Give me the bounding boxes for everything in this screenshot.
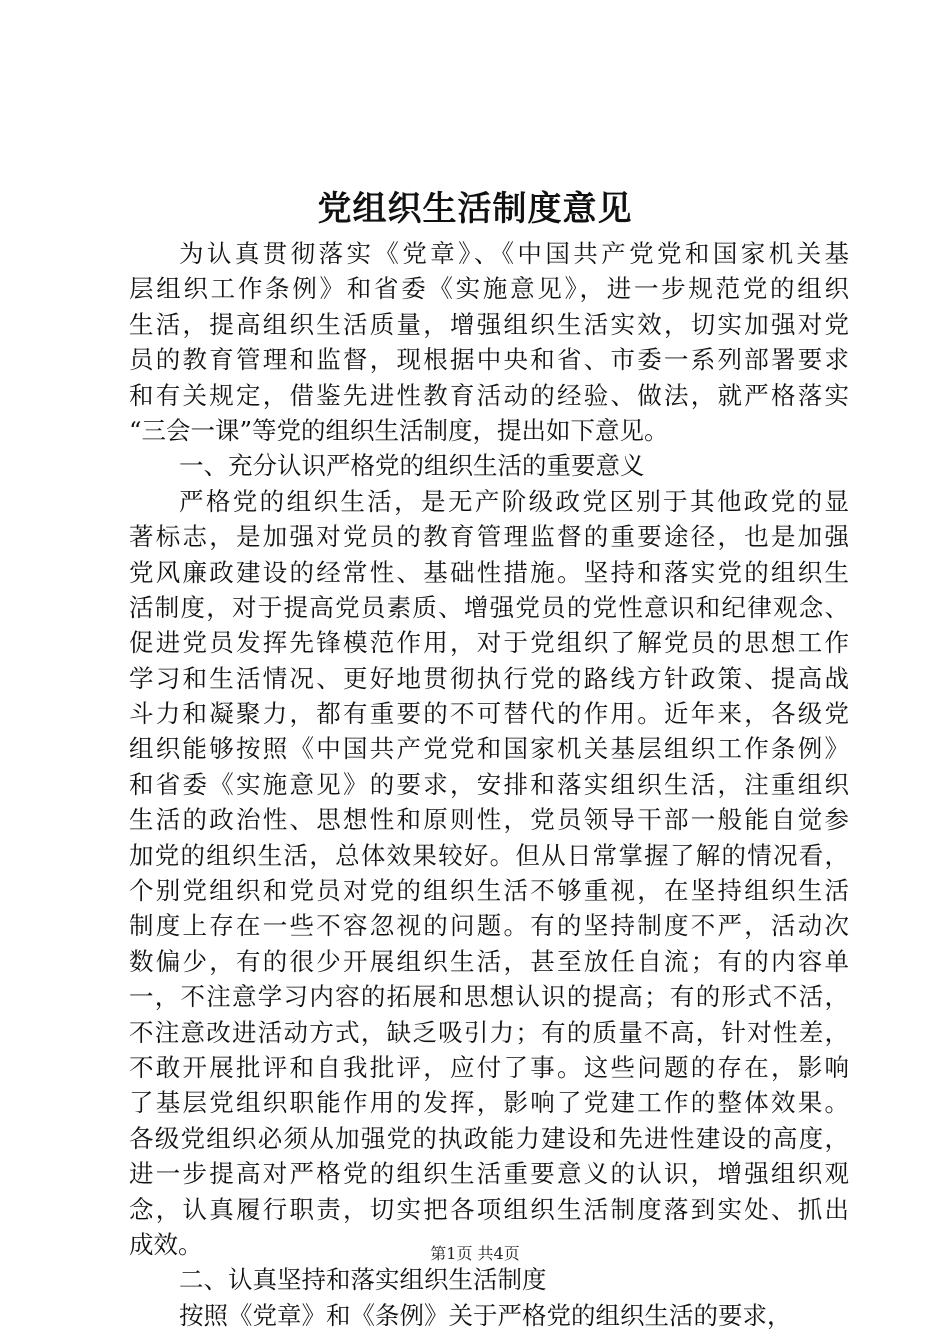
- document-body: [129, 236, 849, 1333]
- text-line: 一，不注意学习内容的拓展和思想认识的提高；有的形式不活，: [129, 982, 849, 1012]
- section-heading: 一、充分认识严格党的组织生活的重要意义: [179, 451, 645, 481]
- text-line: 严格党的组织生活，是无产阶级政党区别于其他政党的显: [179, 486, 849, 516]
- text-line: 为认真贯彻落实《党章》、《中国共产党党和国家机关基: [179, 239, 849, 268]
- text-line: 加党的组织生活，总体效果较好。但从日常掌握了解的情况看，: [129, 840, 849, 870]
- text-line: 员的教育管理和监督，现根据中央和省、市委一系列部署要求: [129, 345, 849, 375]
- text-line: 层组织工作条例》和省委《实施意见》，进一步规范党的组织: [129, 274, 849, 304]
- text-line: “三会一课”等党的组织生活制度，提出如下意见。: [129, 415, 669, 445]
- text-line: 不注意改进活动方式，缺乏吸引力；有的质量不高，针对性差，: [129, 1017, 849, 1047]
- text-line: 活制度，对于提高党员素质、增强党员的党性意识和纪律观念、: [129, 592, 849, 622]
- text-line: 和有关规定，借鉴先进性教育活动的经验、做法，就严格落实: [129, 380, 849, 410]
- text-line: 和省委《实施意见》的要求，安排和落实组织生活，注重组织: [129, 769, 849, 799]
- text-line: 生活，提高组织生活质量，增强组织生活实效，切实加强对党: [129, 309, 849, 339]
- document-title: 党组织生活制度意见: [317, 189, 633, 229]
- text-line: 斗力和凝聚力，都有重要的不可替代的作用。近年来，各级党: [129, 699, 849, 729]
- text-line: 个别党组织和党员对党的组织生活不够重视，在坚持组织生活: [129, 876, 849, 906]
- text-line: 了基层党组织职能作用的发挥，影响了党建工作的整体效果。: [129, 1088, 849, 1118]
- text-line: 成效。: [129, 1229, 203, 1259]
- text-line: 组织能够按照《中国共产党党和国家机关基层组织工作条例》: [129, 734, 849, 764]
- text-line: 党风廉政建设的经常性、基础性措施。坚持和落实党的组织生: [129, 557, 849, 587]
- text-line: 生活的政治性、思想性和原则性，党员领导干部一般能自觉参: [129, 805, 849, 835]
- text-line: 学习和生活情况、更好地贯彻执行党的路线方针政策、提高战: [129, 663, 849, 693]
- text-line: 促进党员发挥先锋模范作用，对于党组织了解党员的思想工作: [129, 628, 849, 658]
- text-line: 念，认真履行职责，切实把各项组织生活制度落到实处、抓出: [129, 1194, 849, 1224]
- text-line: 制度上存在一些不容忽视的问题。有的坚持制度不严，活动次: [129, 911, 849, 941]
- text-line: 不敢开展批评和自我批评，应付了事。这些问题的存在，影响: [129, 1052, 849, 1082]
- text-line: 各级党组织必须从加强党的执政能力建设和先进性建设的高度，: [129, 1123, 849, 1153]
- text-line: 数偏少，有的很少开展组织生活，甚至放任自流；有的内容单: [129, 946, 849, 976]
- text-line: 按照《党章》和《条例》关于严格党的组织生活的要求，: [179, 1300, 792, 1330]
- page-footer: 第1页 共4页: [430, 1244, 520, 1263]
- section-heading: 二、认真坚持和落实组织生活制度: [179, 1265, 547, 1295]
- text-line: 著标志，是加强对党员的教育管理监督的重要途径，也是加强: [129, 522, 849, 552]
- text-line: 进一步提高对严格党的组织生活重要意义的认识，增强组织观: [129, 1159, 849, 1189]
